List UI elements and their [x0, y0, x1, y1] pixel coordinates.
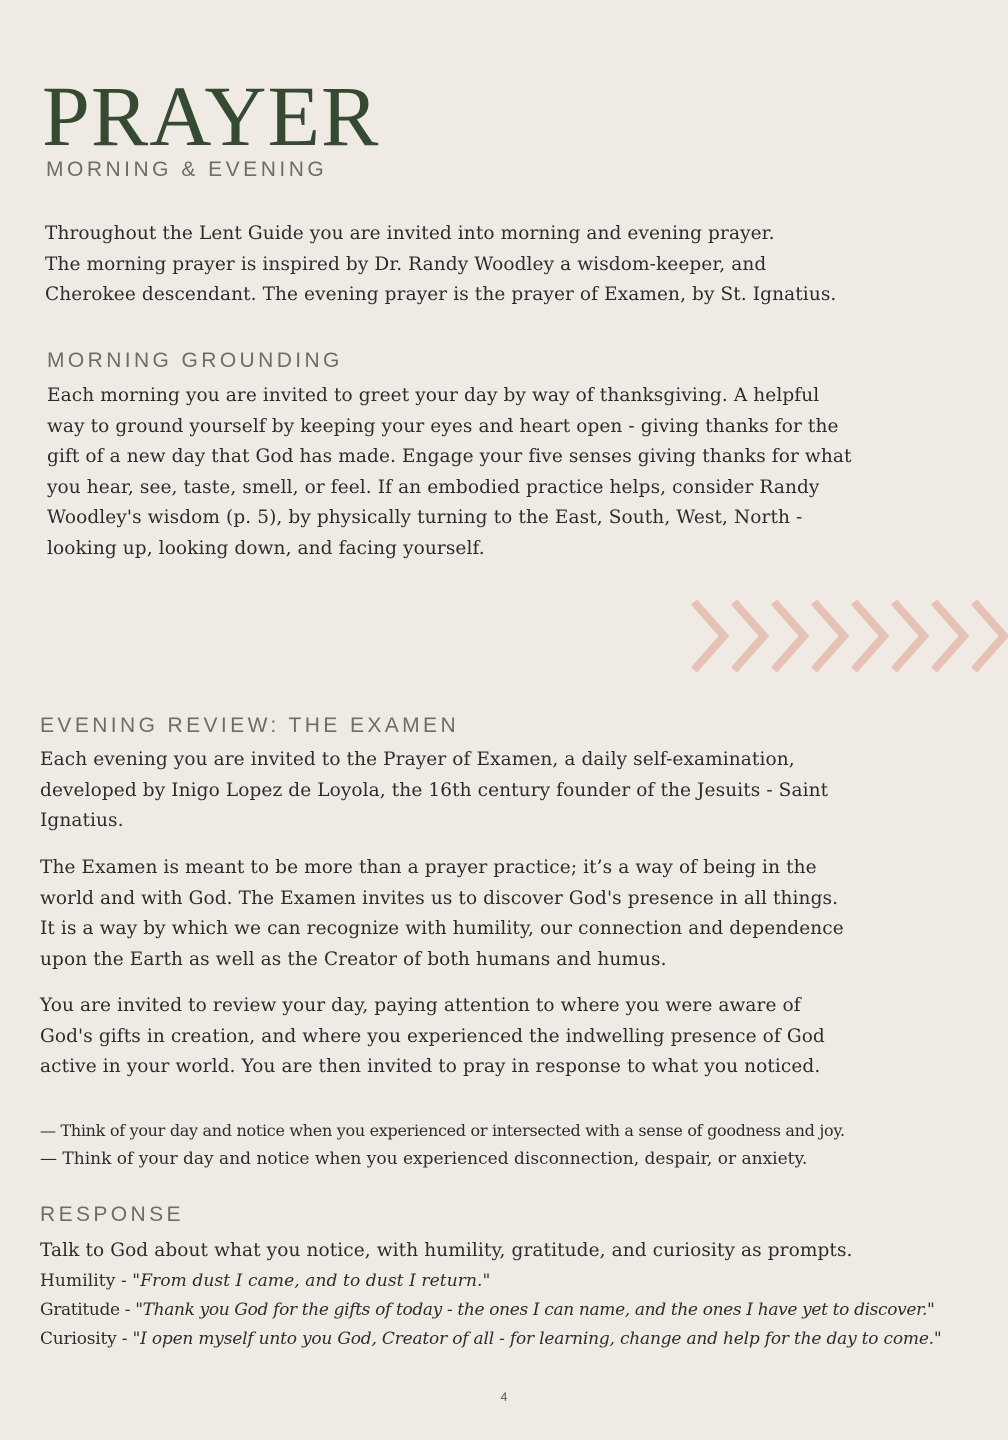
evening-line: Ignatius.	[40, 810, 124, 831]
evening-line: Each evening you are invited to the Prayer of Examen, a daily self-examination,	[40, 749, 795, 770]
response-intro: Talk to God about what you notice, with humility, gratitude, and curiosity as prompts.	[40, 1240, 853, 1261]
prompt-quote: "From dust I came, and to dust I return."	[132, 1271, 491, 1291]
prompt-quote: "Thank you God for the gifts of today - the ones I can name, and the ones I have yet to discover."	[135, 1300, 935, 1320]
evening-line: It is a way by which we can recognize with humility, our connection and dependence	[40, 918, 844, 939]
evening-line: The Examen is meant to be more than a prayer practice; it’s a way of being in the	[40, 857, 817, 878]
page-subtitle: MORNING & EVENING	[46, 158, 328, 181]
chevron-icon	[734, 602, 764, 670]
morning-heading: MORNING GROUNDING	[47, 349, 343, 372]
prompt-quote: "I open myself unto you God, Creator of all - for learning, change and help for the day to come."	[132, 1329, 942, 1349]
prompt-gratitude	[40, 1296, 942, 1325]
evening-line: developed by Inigo Lopez de Loyola, the 16th century founder of the Jesuits - Saint	[40, 779, 829, 801]
prompt-label: Curiosity -	[40, 1329, 133, 1349]
morning-line: Each morning you are invited to greet your day by way of thanksgiving. A helpful	[47, 385, 820, 406]
chevron-icon	[974, 602, 1004, 670]
page-number: 4	[500, 1390, 508, 1404]
response-prompts	[40, 1267, 942, 1354]
prompt-curiosity	[40, 1325, 942, 1354]
evening-line: active in your world. You are then invited to pray in response to what you noticed.	[40, 1056, 821, 1077]
evening-line: God's gifts in creation, and where you experienced the indwelling presence of God	[40, 1025, 825, 1047]
intro-line: The morning prayer is inspired by Dr. Randy Woodley a wisdom-keeper, and	[45, 253, 767, 275]
prompt-label: Gratitude -	[40, 1300, 136, 1320]
intro-line: Throughout the Lent Guide you are invited into morning and evening prayer.	[45, 223, 775, 244]
chevron-decoration	[688, 598, 1008, 674]
evening-line: world and with God. The Examen invites us to discover God's presence in all things.	[40, 887, 839, 909]
chevron-icon	[894, 602, 924, 670]
prompt-label: Humility -	[40, 1271, 133, 1291]
intro-line: Cherokee descendant. The evening prayer is the prayer of Examen, by St. Ignatius.	[45, 284, 837, 305]
evening-paragraph-1	[40, 745, 828, 837]
morning-line: gift of a new day that God has made. Engage your five senses giving thanks for what	[47, 446, 852, 467]
morning-line: Woodley's wisdom (p. 5), by physically turning to the East, South, West, North -	[47, 507, 803, 528]
morning-line: you hear, see, taste, smell, or feel. If an embodied practice helps, consider Randy	[47, 476, 820, 498]
evening-bullet: — Think of your day and notice when you experienced or intersected with a sense of goodness and joy.	[40, 1121, 845, 1140]
morning-line: looking up, looking down, and facing yourself.	[47, 537, 485, 559]
evening-line: You are invited to review your day, paying attention to where you were aware of	[40, 995, 801, 1016]
morning-paragraph	[47, 381, 852, 564]
intro-paragraph	[45, 219, 836, 311]
evening-bullets	[40, 1116, 845, 1174]
evening-paragraph-3	[40, 991, 825, 1083]
chevron-icon	[814, 602, 844, 670]
morning-line: way to ground yourself by keeping your eyes and heart open - giving thanks for the	[47, 415, 839, 437]
chevron-icon	[854, 602, 884, 670]
chevron-icon	[774, 602, 804, 670]
response-heading: RESPONSE	[40, 1203, 184, 1226]
page-title: PRAYER	[42, 68, 380, 164]
evening-line: upon the Earth as well as the Creator of both humans and humus.	[40, 948, 667, 970]
prompt-humility	[40, 1267, 942, 1296]
evening-paragraph-2	[40, 853, 844, 975]
evening-bullet: — Think of your day and notice when you experienced disconnection, despair, or anxiety.	[40, 1149, 808, 1169]
evening-heading: EVENING REVIEW: THE EXAMEN	[40, 714, 460, 737]
chevron-icon	[694, 602, 724, 670]
chevron-icon	[934, 602, 964, 670]
